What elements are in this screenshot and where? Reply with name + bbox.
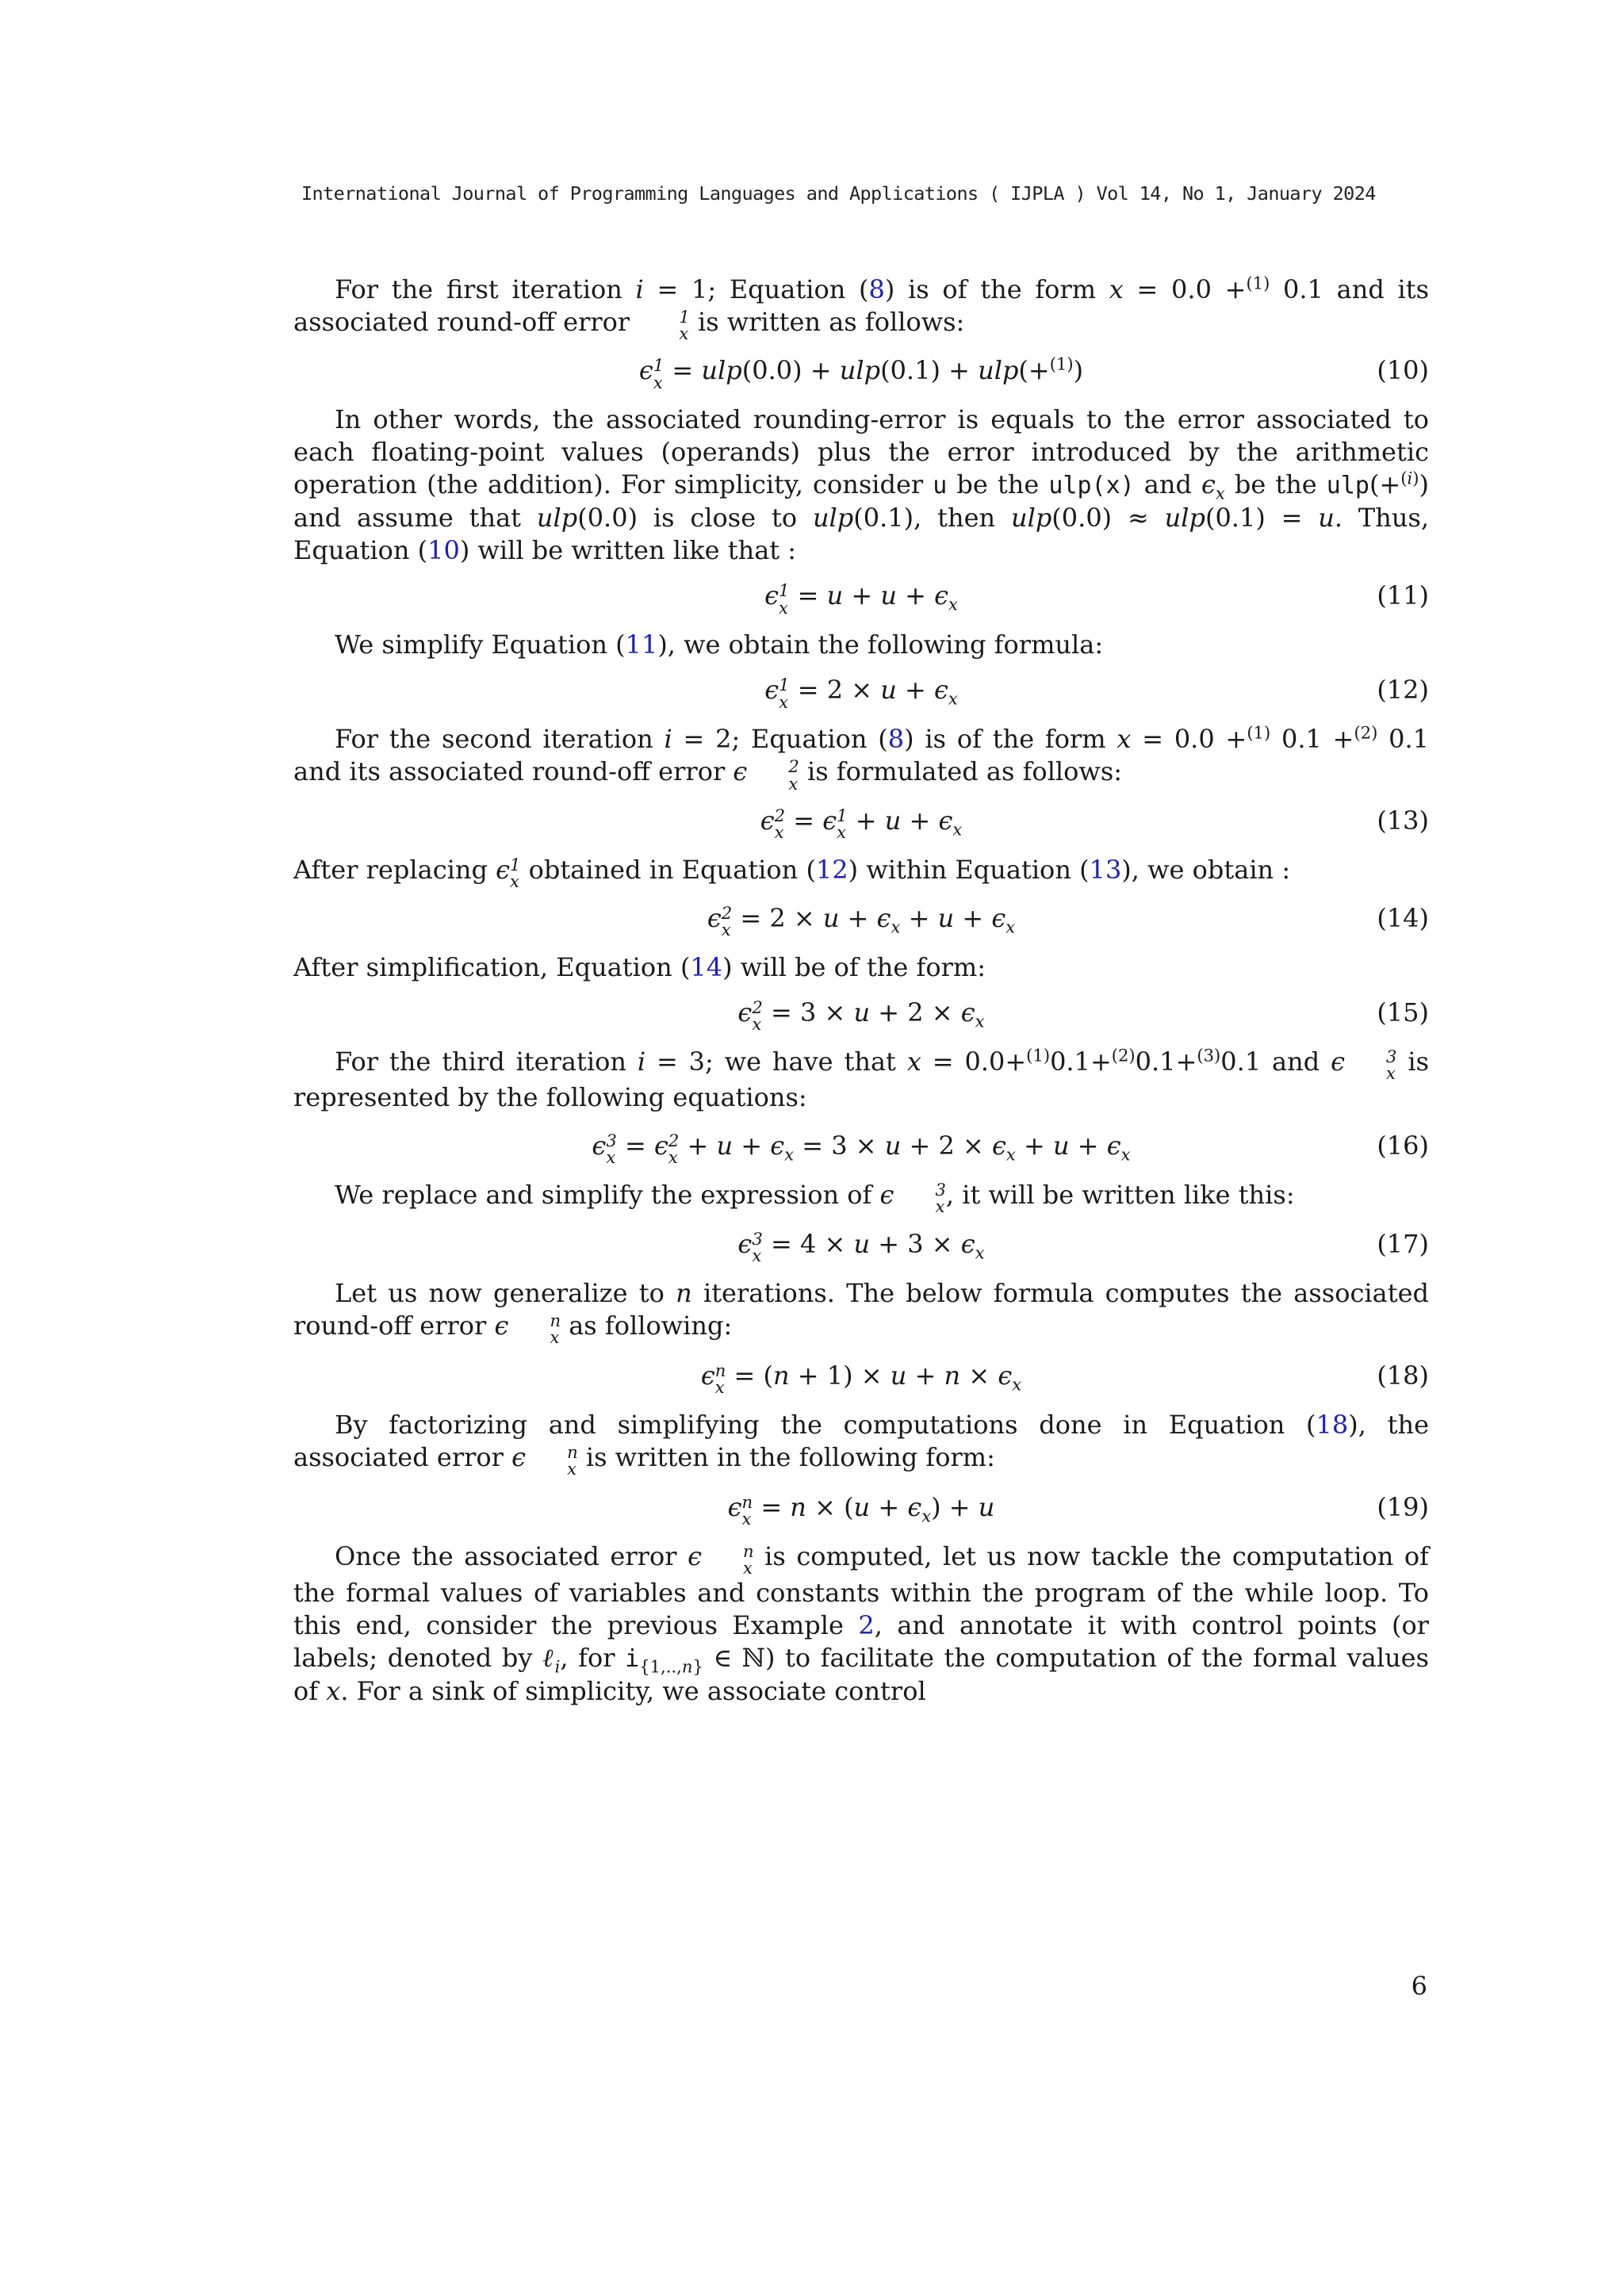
paragraph: We simplify Equation (11), we obtain the following formula: — [335, 629, 1104, 660]
equation-ref[interactable]: 8 — [868, 274, 885, 304]
equation-ref[interactable]: 12 — [815, 854, 848, 885]
equation: ϵ 2 x = $3 \times u + 2 \times \epsilon_x$ (15) — [737, 997, 1429, 1035]
paragraph: After simplification, Equation (14) will be of the form: — [293, 951, 986, 982]
example-ref[interactable]: 2 — [858, 1609, 875, 1640]
equation-number: (19) — [1377, 1492, 1429, 1523]
paragraph: We replace and simplify the expression of ϵ 3 x , it will be written like this: — [335, 1180, 1295, 1217]
equation-ref[interactable]: 18 — [1316, 1409, 1349, 1440]
paragraph: For the second iteration i = 2; Equation (8) is of the form x = 0.0 +$^{(1)}$ 0.1 +$^{(2)}$ 0.1 and its associated round-off error ϵ 2 x is formulated as follows: — [293, 722, 1430, 794]
equation: ϵ 2 x = ϵ 1 x + $u + \epsilon_x$ (13) — [760, 805, 1429, 842]
equation-number: (12) — [1377, 675, 1429, 706]
page-number: 6 — [1411, 1971, 1427, 2001]
equation: ϵ 1 x = ulp(0.0) + ulp(0.1) + ulp(+$^{(1)}$) (10) — [638, 354, 1429, 392]
equation: ϵ 1 x = $u + u + \epsilon_x$ (11) — [764, 580, 1429, 618]
equation: ϵ 1 x = $2 \times u + \epsilon_x$ (12) — [764, 675, 1429, 712]
equation-number: (18) — [1377, 1360, 1429, 1391]
equation-number: (17) — [1377, 1228, 1429, 1259]
paragraph: For the first iteration i = 1; Equation (8) is of the form x = 0.0 +$^{(1)}$ 0.1 and its associated round-off error 1 x is written as follows: — [293, 273, 1430, 344]
equation: ϵ n x = $n \times (u + \epsilon_x) + u$ (19) — [727, 1492, 1429, 1529]
equation: ϵ n x = $(n + 1) \times u + n \times \epsilon_x$ (18) — [700, 1360, 1429, 1398]
equation-number: (10) — [1377, 355, 1429, 386]
equation-number: (14) — [1377, 902, 1429, 933]
page-body — [293, 274, 1429, 1708]
equation: ϵ 3 x = ϵ 2 x + $u + \epsilon_x = 3 \times u + 2 \times \epsilon_x + u + \epsilon_x$ (16) — [592, 1131, 1429, 1168]
equation-ref[interactable]: 14 — [690, 951, 723, 982]
equation-number: (11) — [1377, 580, 1429, 611]
paragraph: Let us now generalize to n iterations. The below formula computes the associated round-off error ϵ n x as following: — [293, 1277, 1430, 1347]
equation: ϵ 2 x = $2 \times u + \epsilon_x + u + \epsilon_x$ (14) — [707, 902, 1429, 940]
paragraph: In other words, the associated rounding-error is equals to the error associated to each floating-point values (operands) plus the error introduced by the arithmetic operation (the addition). For simplicity, consider u be the ulp(x) and $\epsilon_x$ be the ulp(+$^{(i)}$) and assume that ulp(0.0) is close to ulp(0.1), then ulp(0.0) ≈ ulp(0.1) = u. Thus, Equation (10) will be written like that : — [293, 404, 1430, 566]
paragraph: For the third iteration i = 3; we have that x = 0.0+$^{(1)}$0.1+$^{(2)}$0.1+$^{(3)}$0.1 and ϵ 3 x is represented by the following equations: — [293, 1045, 1430, 1113]
equation: ϵ 3 x = $4 \times u + 3 \times \epsilon_x$ (17) — [737, 1228, 1429, 1265]
equation-ref[interactable]: 13 — [1089, 854, 1122, 885]
equation-ref[interactable]: 11 — [625, 629, 658, 660]
paragraph: After replacing ϵ 1 x obtained in Equation (12) within Equation (13), we obtain : — [293, 854, 1291, 891]
paragraph: Once the associated error ϵ n x is computed, let us now tackle the computation of the formal values of variables and constants within the program of the while loop. To this end, consider the previous Example 2, and annotate it with control points (or labels; denoted by ℓ$_i$, for $i_{\{1,..,n\}}$ ∈ ℕ) to facilitate the computation of the formal values of x. For a sink of simplicity, we associate control — [293, 1541, 1430, 1706]
equation-number: (15) — [1377, 997, 1429, 1027]
equation-number: (16) — [1377, 1131, 1429, 1161]
paragraph: By factorizing and simplifying the computations done in Equation (18), the associated error ϵ n x is written in the following form: — [293, 1409, 1430, 1479]
running-header: International Journal of Programming Languages and Applications ( IJPLA ) Vol 14, No 1, January 2024 — [301, 182, 1376, 205]
equation-ref[interactable]: 8 — [887, 724, 905, 755]
equation-ref[interactable]: 10 — [427, 535, 460, 566]
equation-number: (13) — [1377, 805, 1429, 836]
